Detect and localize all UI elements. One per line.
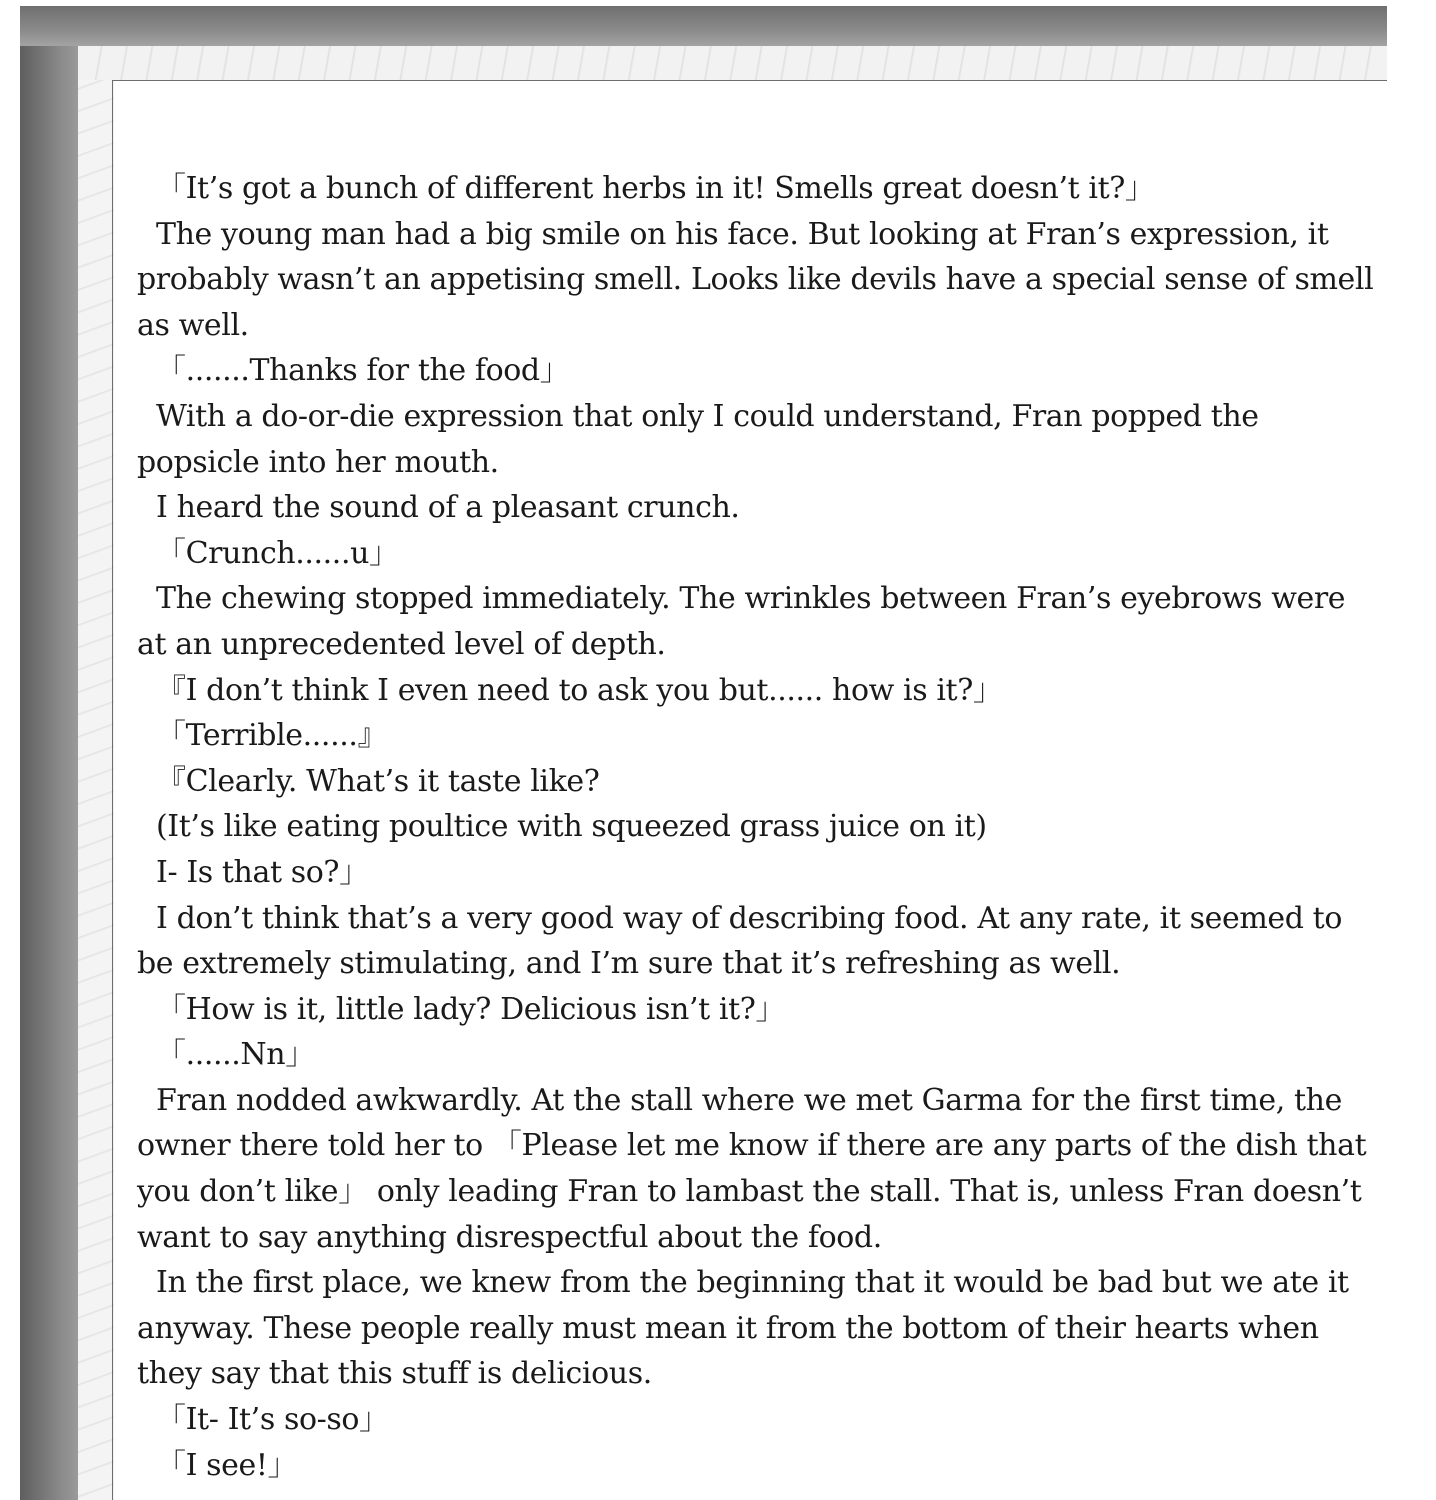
paragraph: (It’s like eating poultice with squeezed grass juice on it) — [156, 809, 987, 845]
page-margin-right — [1387, 0, 1436, 1500]
illustration-border-left — [78, 46, 114, 1500]
paragraph: The young man had a big smile on his face. But looking at Fran’s expression, it probably wasn’t an appetising smell. Looks like devils have a special sense of smell as well. — [137, 216, 1374, 343]
paragraph: Fran nodded awkwardly. At the stall where we met Garma for the first time, the owner there told her to 「Please let me know if there are any parts of the dish that you don’t like」 only leading Fran to lambast the stall. That is, unless Fran doesn’t want to say anything disrespectful about the food. — [137, 1082, 1367, 1255]
paragraph: 「......Nn」 — [156, 1037, 315, 1073]
inner-border-left — [112, 80, 113, 1500]
paragraph: 「It- It’s so-so」 — [156, 1402, 389, 1438]
paragraph: 『I don’t think I even need to ask you but...... how is it?」 — [156, 672, 1003, 708]
illustration-border-top — [78, 46, 1387, 80]
paragraph: 「Crunch......u」 — [156, 535, 399, 571]
paragraph: 「It’s got a bunch of different herbs in it! Smells great doesn’t it?」 — [156, 171, 1155, 206]
paragraph: 『Clearly. What’s it taste like? — [156, 763, 600, 799]
inner-border-top — [112, 80, 1387, 81]
paragraph: 「.......Thanks for the food」 — [156, 353, 570, 389]
paragraph: 「I see!」 — [156, 1447, 298, 1483]
paragraph: I- Is that so?」 — [156, 854, 369, 890]
paragraph: With a do-or-die expression that only I could understand, Fran popped the popsicle into her mouth. — [137, 398, 1259, 480]
body-text — [137, 166, 1377, 1488]
paragraph: 「Terrible......』 — [156, 718, 388, 754]
paragraph: The chewing stopped immediately. The wrinkles between Fran’s eyebrows were at an unprecedented level of depth. — [137, 581, 1346, 662]
paragraph: In the first place, we knew from the beginning that it would be bad but we ate it anyway. These people really must mean it from the bottom of their hearts when they say that this stuff is delicious. — [137, 1265, 1349, 1392]
paragraph: I don’t think that’s a very good way of describing food. At any rate, it seemed to be extremely stimulating, and I’m sure that it’s refreshing as well. — [137, 900, 1342, 982]
paragraph: 「How is it, little lady? Delicious isn’t it?」 — [156, 991, 786, 1027]
paragraph: I heard the sound of a pleasant crunch. — [156, 490, 740, 526]
page-frame-top — [20, 6, 1387, 46]
page-frame-left — [20, 6, 78, 1500]
